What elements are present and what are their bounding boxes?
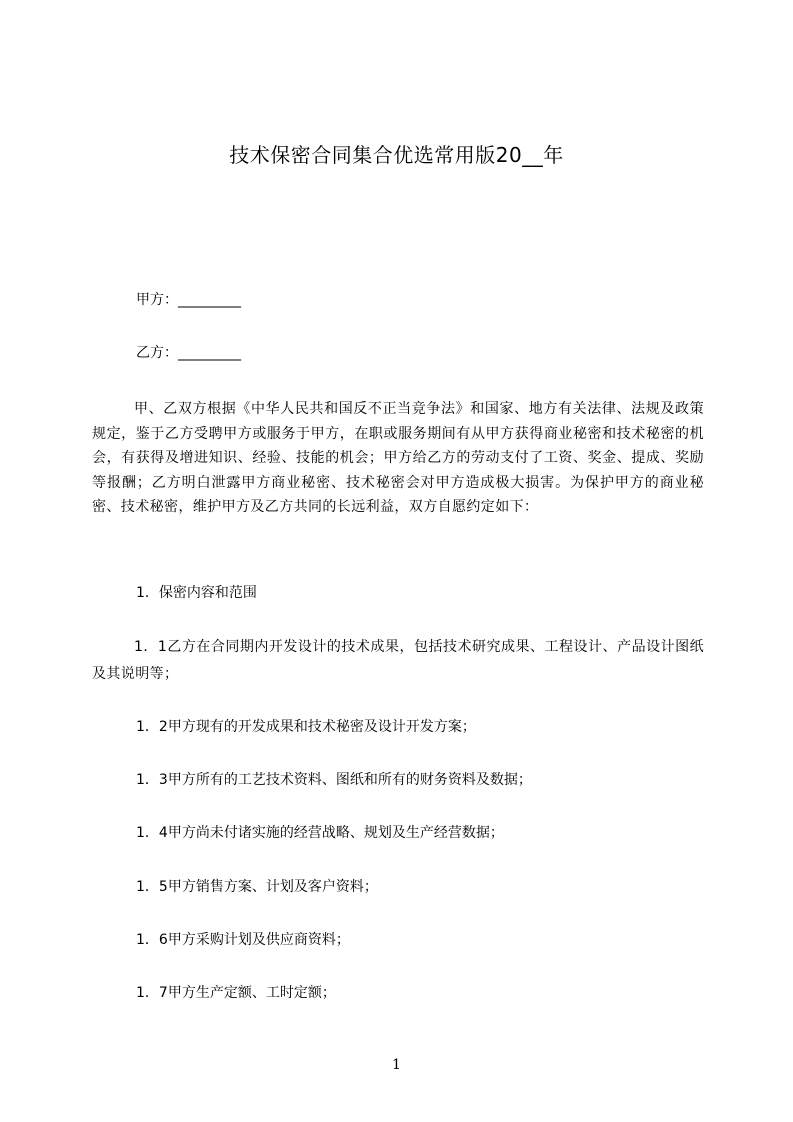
clause-1-6: 1．6甲方采购计划及供应商资料； [136,932,350,948]
clause-1-5: 1．5甲方销售方案、计划及客户资料； [136,879,378,895]
intro-paragraph: 甲、乙双方根据《中华人民共和国反不正当竞争法》和国家、地方有关法律、法规及政策规定，鉴于乙方受聘甲方或服务于甲方，在职或服务期间有从甲方获得商业秘密和技术秘密的机会，有获得及增进知识、经验、技能的机会；甲方给乙方的劳动支付了工资、奖金、提成、奖励等报酬；乙方明白泄露甲方商业秘密、技术秘密会对甲方造成极大损害。为保护甲方的商业秘密、技术秘密，维护甲方及乙方共同的长远利益，双方自愿约定如下： [92,401,704,515]
clause-1-2: 1．2甲方现有的开发成果和技术秘密及设计开发方案； [136,719,476,735]
clause-1-7: 1．7甲方生产定额、工时定额； [136,985,336,1001]
document-title: 技术保密合同集合优选常用版20__年 [229,143,564,167]
clause-1-1: 1．1乙方在合同期内开发设计的技术成果，包括技术研究成果、工程设计、产品设计图纸及其说明等； [92,639,704,682]
clause-1-3: 1．3甲方所有的工艺技术资料、图纸和所有的财务资料及数据； [136,772,532,788]
section-1-heading: 1．保密内容和范围 [136,585,257,601]
party-b-line: 乙方：_________ [136,345,241,361]
party-a-line: 甲方：_________ [136,292,241,308]
page-number: 1 [392,1057,401,1073]
clause-1-4: 1．4甲方尚未付诸实施的经营战略、规划及生产经营数据； [136,825,504,841]
